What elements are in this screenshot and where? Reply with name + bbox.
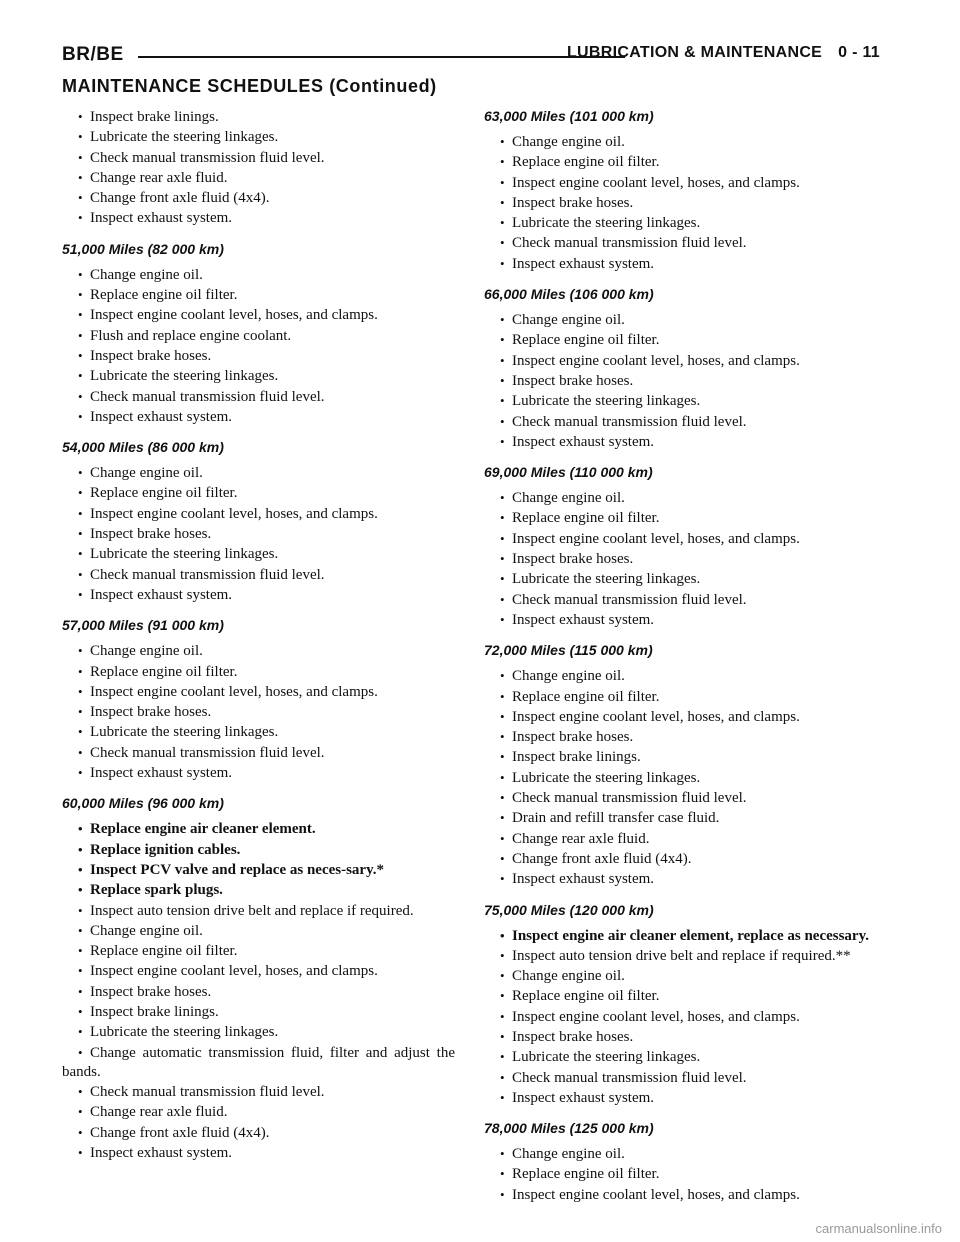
bullet-icon: • (78, 1084, 83, 1100)
list-item-text: Check manual transmission fluid level. (512, 790, 747, 807)
list-item-text: Inspect brake hoses. (90, 983, 212, 1000)
bullet-icon: • (500, 1028, 505, 1044)
bullet-icon: • (500, 749, 505, 765)
bullet-icon: • (500, 154, 505, 170)
list-item (62, 148, 455, 168)
list-item (484, 432, 878, 452)
bullet-icon: • (500, 1166, 505, 1182)
bullet-icon: • (500, 1008, 505, 1024)
list-item (484, 1047, 878, 1067)
bullet-icon: • (500, 393, 505, 409)
list-item-text: Check manual transmission fluid level. (90, 744, 325, 761)
list-item (484, 768, 878, 788)
list-item-text: Inspect exhaust system. (90, 586, 233, 603)
bullet-icon: • (500, 571, 505, 587)
list-item (62, 860, 455, 880)
list-item-text: Replace engine oil filter. (512, 332, 660, 349)
list-item (62, 1102, 455, 1122)
list-item-text: Lubricate the steering linkages. (90, 724, 279, 741)
bullet-icon: • (500, 668, 505, 684)
list-item-text: Lubricate the steering linkages. (90, 1024, 279, 1041)
bullet-icon: • (500, 708, 505, 724)
page-number: 0 - 11 (838, 44, 880, 61)
list-item-text: Inspect brake hoses. (512, 729, 634, 746)
list-item-text: Inspect engine coolant level, hoses, and clamps. (512, 1186, 800, 1203)
list-item (62, 168, 455, 188)
list-item (484, 727, 878, 747)
bullet-icon: • (78, 643, 83, 659)
list-item-text: Replace ignition cables. (90, 841, 241, 858)
list-item (484, 1068, 878, 1088)
bullet-icon: • (500, 174, 505, 190)
bullet-icon: • (78, 465, 83, 481)
list-item (484, 966, 878, 986)
list-item-text: Replace engine oil filter. (512, 510, 660, 527)
list-item (62, 1043, 455, 1083)
list-item (62, 682, 455, 702)
schedule-heading-60000: 60,000 Miles (96 000 km) (62, 795, 224, 812)
bullet-icon: • (500, 871, 505, 887)
left-column (62, 107, 455, 1163)
bullet-icon: • (78, 190, 83, 206)
list-item-text: Lubricate the steering linkages. (512, 769, 701, 786)
list-item-text: Check manual transmission fluid level. (90, 388, 325, 405)
bullet-icon: • (78, 149, 83, 165)
bullet-icon: • (78, 266, 83, 282)
list-item-text: Inspect brake hoses. (512, 194, 634, 211)
list-item-text: Inspect exhaust system. (512, 433, 655, 450)
list-item-text: Change front axle fluid (4x4). (90, 1124, 270, 1141)
list-item (62, 722, 455, 742)
bullet-icon: • (78, 922, 83, 938)
bullet-icon: • (500, 551, 505, 567)
bullet-icon: • (500, 927, 505, 943)
list-item (62, 463, 455, 483)
list-item (484, 132, 878, 152)
list-item-text: Change engine oil. (512, 968, 625, 985)
schedule-heading-78000: 78,000 Miles (125 000 km) (484, 1120, 654, 1137)
bullet-icon: • (78, 368, 83, 384)
list-item (62, 127, 455, 147)
bullet-icon: • (500, 729, 505, 745)
bullet-icon: • (78, 1124, 83, 1140)
bullet-icon: • (500, 134, 505, 149)
bullet-icon: • (78, 210, 83, 226)
list-item (62, 407, 455, 427)
list-item-text: Check manual transmission fluid level. (512, 591, 747, 608)
list-item (62, 662, 455, 682)
list-item (484, 529, 878, 549)
list-item (484, 254, 878, 274)
list-item-text: Inspect engine coolant level, hoses, and clamps. (90, 963, 378, 980)
bullet-icon: • (78, 1104, 83, 1120)
bullet-icon: • (78, 287, 83, 303)
bullet-icon: • (78, 744, 83, 760)
bullet-icon: • (500, 332, 505, 348)
list-item (62, 743, 455, 763)
schedule-list-69000 (484, 488, 878, 630)
chapter-name: LUBRICATION & MAINTENANCE (566, 44, 823, 61)
list-item (484, 986, 878, 1006)
list-item-text: Change front axle fluid (4x4). (512, 850, 692, 867)
bullet-icon: • (78, 704, 83, 720)
list-item-text: Lubricate the steering linkages. (90, 368, 279, 385)
list-item-text: Flush and replace engine coolant. (90, 327, 292, 344)
list-item (62, 305, 455, 325)
list-item (484, 310, 878, 330)
list-item-text: Inspect brake hoses. (90, 704, 212, 721)
bullet-icon: • (500, 611, 505, 627)
list-item (484, 1007, 878, 1027)
list-item (484, 1027, 878, 1047)
list-item-text: Check manual transmission fluid level. (512, 1069, 747, 1086)
list-item (484, 569, 878, 589)
list-item-text: Drain and refill transfer case fluid. (512, 810, 720, 827)
list-item (484, 193, 878, 213)
list-item (62, 387, 455, 407)
list-item (484, 707, 878, 727)
bullet-icon: • (500, 1146, 505, 1162)
right-column (484, 107, 878, 1205)
list-item (62, 366, 455, 386)
list-item (62, 1082, 455, 1102)
page-header (62, 44, 880, 70)
list-item (62, 901, 455, 921)
schedule-list-78000 (484, 1144, 878, 1205)
list-item (62, 265, 455, 285)
bullet-icon: • (78, 546, 83, 562)
bullet-icon: • (78, 169, 83, 185)
list-item-text: Lubricate the steering linkages. (512, 393, 701, 410)
schedule-bold-list-60000 (62, 819, 455, 900)
list-item (62, 504, 455, 524)
list-item-text: Inspect brake hoses. (90, 526, 212, 543)
list-item-text: Inspect exhaust system. (90, 408, 233, 425)
list-item-text: Inspect exhaust system. (512, 255, 655, 272)
schedule-list-66000 (484, 310, 878, 452)
list-item-text: Inspect engine coolant level, hoses, and clamps. (512, 174, 800, 191)
list-item-text: Replace engine oil filter. (512, 988, 660, 1005)
list-item (484, 747, 878, 767)
bullet-icon: • (78, 821, 83, 837)
schedule-list-60000 (62, 901, 455, 1164)
list-item-text: Inspect PCV valve and replace as neces-sary.* (90, 861, 385, 878)
bullet-icon: • (500, 790, 505, 806)
section-title: MAINTENANCE SCHEDULES (Continued) (62, 76, 437, 96)
schedule-heading-75000: 75,000 Miles (120 000 km) (484, 901, 654, 918)
list-item-text: Lubricate the steering linkages. (512, 1049, 701, 1066)
list-item (484, 808, 878, 828)
list-item (484, 687, 878, 707)
list-item (62, 208, 455, 228)
bullet-icon: • (500, 433, 505, 449)
list-item (62, 524, 455, 544)
bullet-icon: • (500, 830, 505, 846)
list-item (62, 188, 455, 208)
list-item-text: Change rear axle fluid. (90, 1104, 228, 1121)
list-item (484, 926, 878, 946)
list-item (62, 702, 455, 722)
list-item-text: Change engine oil. (90, 465, 203, 482)
list-item (484, 610, 878, 630)
list-item (62, 961, 455, 981)
bullet-icon: • (500, 850, 505, 866)
list-item (62, 346, 455, 366)
bullet-icon: • (78, 1044, 83, 1060)
list-item-text: Check manual transmission fluid level. (512, 413, 747, 430)
bullet-icon: • (78, 347, 83, 363)
list-item (62, 982, 455, 1002)
list-item-text: Inspect exhaust system. (90, 210, 233, 227)
list-item (484, 788, 878, 808)
list-item (62, 1123, 455, 1143)
schedule-list-75000 (484, 946, 878, 1108)
bullet-icon: • (500, 1186, 505, 1202)
bullet-icon: • (78, 683, 83, 699)
list-item-text: Change engine oil. (512, 1146, 625, 1163)
list-item (484, 330, 878, 350)
list-item-text: Change engine oil. (90, 266, 203, 283)
list-item-text: Inspect exhaust system. (90, 765, 233, 782)
list-item (62, 483, 455, 503)
list-item (62, 1002, 455, 1022)
list-item (62, 107, 455, 127)
bullet-icon: • (500, 769, 505, 785)
list-item-text: Replace engine oil filter. (512, 1166, 660, 1183)
bullet-icon: • (78, 983, 83, 999)
list-item-text: Replace engine air cleaner element. (90, 821, 316, 838)
bullet-icon: • (500, 194, 505, 210)
list-item-text: Replace engine oil filter. (90, 663, 238, 680)
bullet-icon: • (500, 1089, 505, 1105)
bullet-icon: • (78, 566, 83, 582)
list-item-text: Change front axle fluid (4x4). (90, 190, 270, 207)
bullet-icon: • (78, 861, 83, 877)
bullet-icon: • (500, 688, 505, 704)
list-item (484, 371, 878, 391)
list-item-text: Check manual transmission fluid level. (90, 149, 325, 166)
bullet-icon: • (500, 591, 505, 607)
list-item-text: Inspect engine coolant level, hoses, and clamps. (90, 505, 378, 522)
list-item-text: Change engine oil. (512, 490, 625, 507)
list-item-text: Inspect auto tension drive belt and replace if required. (90, 902, 414, 919)
bullet-icon: • (500, 352, 505, 368)
list-item-text: Replace engine oil filter. (90, 287, 238, 304)
list-item (484, 1164, 878, 1184)
bullet-icon: • (78, 1145, 83, 1161)
list-item (484, 233, 878, 253)
schedule-heading-51000: 51,000 Miles (82 000 km) (62, 240, 224, 257)
bullet-icon: • (78, 663, 83, 679)
list-item-text: Inspect engine coolant level, hoses, and clamps. (512, 1008, 800, 1025)
header-rule (138, 56, 625, 58)
list-item (62, 840, 455, 860)
bullet-icon: • (500, 490, 505, 506)
list-item (62, 585, 455, 605)
watermark: carmanualsonline.info (815, 1221, 942, 1236)
list-item (484, 488, 878, 508)
list-item-text: Inspect engine coolant level, hoses, and clamps. (512, 352, 800, 369)
list-item-text: Check manual transmission fluid level. (90, 1084, 325, 1101)
list-item-text: Change automatic transmission fluid, filter and adjust the bands. (62, 1044, 455, 1080)
bullet-icon: • (78, 327, 83, 343)
list-item (484, 829, 878, 849)
list-item-text: Inspect brake linings. (90, 1003, 219, 1020)
list-item-text: Change rear axle fluid. (512, 830, 650, 847)
schedule-list-63000 (484, 132, 878, 274)
list-item (62, 921, 455, 941)
list-item (484, 590, 878, 610)
list-item (484, 666, 878, 686)
list-item (484, 391, 878, 411)
list-item (484, 412, 878, 432)
bullet-icon: • (78, 1024, 83, 1040)
list-item-text: Inspect exhaust system. (512, 871, 655, 888)
schedule-heading-57000: 57,000 Miles (91 000 km) (62, 617, 224, 634)
list-item (484, 849, 878, 869)
list-item-text: Inspect engine coolant level, hoses, and clamps. (90, 683, 378, 700)
list-item-text: Inspect brake hoses. (512, 551, 634, 568)
list-item (484, 351, 878, 371)
bullet-icon: • (78, 963, 83, 979)
list-item-text: Inspect engine coolant level, hoses, and clamps. (512, 530, 800, 547)
list-item-text: Change engine oil. (90, 643, 203, 660)
bullet-icon: • (500, 510, 505, 526)
list-item-text: Lubricate the steering linkages. (512, 215, 701, 232)
list-item-text: Change rear axle fluid. (90, 169, 228, 186)
list-item (62, 763, 455, 783)
list-item (62, 941, 455, 961)
list-item (62, 285, 455, 305)
list-item-text: Inspect brake linings. (512, 749, 641, 766)
list-item-text: Lubricate the steering linkages. (90, 129, 279, 146)
schedule-heading-72000: 72,000 Miles (115 000 km) (484, 642, 653, 659)
list-item-text: Replace engine oil filter. (90, 943, 238, 960)
list-item-text: Inspect engine coolant level, hoses, and clamps. (512, 708, 800, 725)
list-item (62, 1143, 455, 1163)
bullet-icon: • (78, 586, 83, 602)
schedule-bold-list-75000 (484, 926, 878, 946)
chapter-title (567, 44, 880, 62)
list-item-text: Inspect engine air cleaner element, replace as necessary. (512, 927, 870, 944)
list-item-text: Inspect engine coolant level, hoses, and clamps. (90, 307, 378, 324)
list-item (484, 213, 878, 233)
bullet-icon: • (78, 724, 83, 740)
list-item-text: Replace engine oil filter. (512, 154, 660, 171)
list-item-text: Inspect exhaust system. (90, 1145, 233, 1162)
list-item (484, 1088, 878, 1108)
list-item-text: Change engine oil. (512, 312, 625, 329)
list-item-text: Inspect exhaust system. (512, 611, 655, 628)
schedule-list-57000 (62, 641, 455, 783)
bullet-icon: • (500, 413, 505, 429)
bullet-icon: • (78, 129, 83, 145)
bullet-icon: • (78, 943, 83, 959)
schedule-list-72000 (484, 666, 878, 889)
bullet-icon: • (500, 530, 505, 546)
intro-list (62, 107, 455, 229)
bullet-icon: • (78, 1003, 83, 1019)
list-item (62, 1022, 455, 1042)
list-item-text: Check manual transmission fluid level. (512, 235, 747, 252)
list-item (62, 880, 455, 900)
bullet-icon: • (78, 408, 83, 424)
schedule-heading-63000: 63,000 Miles (101 000 km) (484, 108, 654, 124)
list-item-text: Inspect exhaust system. (512, 1089, 655, 1106)
list-item-text: Change engine oil. (512, 668, 625, 685)
bullet-icon: • (500, 235, 505, 251)
list-item-text: Inspect brake linings. (90, 109, 219, 125)
list-item-text: Lubricate the steering linkages. (90, 546, 279, 563)
list-item (484, 869, 878, 889)
bullet-icon: • (78, 882, 83, 898)
list-item-text: Replace spark plugs. (90, 882, 223, 899)
list-item (484, 173, 878, 193)
list-item (484, 508, 878, 528)
list-item-text: Inspect brake hoses. (90, 347, 212, 364)
list-item (62, 326, 455, 346)
list-item-text: Change engine oil. (512, 134, 625, 150)
schedule-heading-69000: 69,000 Miles (110 000 km) (484, 464, 653, 481)
list-item (484, 946, 878, 966)
bullet-icon: • (78, 765, 83, 781)
list-item (484, 1185, 878, 1205)
bullet-icon: • (500, 1049, 505, 1065)
list-item-text: Replace engine oil filter. (90, 485, 238, 502)
list-item (62, 819, 455, 839)
bullet-icon: • (78, 902, 83, 918)
bullet-icon: • (78, 307, 83, 323)
schedule-heading-66000: 66,000 Miles (106 000 km) (484, 286, 654, 303)
bullet-icon: • (500, 1069, 505, 1085)
bullet-icon: • (500, 255, 505, 271)
list-item (62, 641, 455, 661)
schedule-heading-54000: 54,000 Miles (86 000 km) (62, 439, 224, 456)
schedule-list-51000 (62, 265, 455, 427)
list-item-text: Check manual transmission fluid level. (90, 566, 325, 583)
bullet-icon: • (500, 215, 505, 231)
bullet-icon: • (500, 312, 505, 328)
list-item-text: Inspect brake hoses. (512, 372, 634, 389)
model-code: BR/BE (62, 44, 124, 65)
bullet-icon: • (500, 968, 505, 984)
bullet-icon: • (78, 526, 83, 542)
bullet-icon: • (500, 988, 505, 1004)
list-item-text: Change engine oil. (90, 922, 203, 939)
bullet-icon: • (500, 372, 505, 388)
list-item-text: Replace engine oil filter. (512, 688, 660, 705)
bullet-icon: • (500, 810, 505, 826)
bullet-icon: • (78, 388, 83, 404)
list-item (62, 565, 455, 585)
list-item-text: Lubricate the steering linkages. (512, 571, 701, 588)
list-item-text: Inspect brake hoses. (512, 1028, 634, 1045)
schedule-list-54000 (62, 463, 455, 605)
list-item (484, 1144, 878, 1164)
bullet-icon: • (78, 485, 83, 501)
bullet-icon: • (500, 947, 505, 963)
list-item (484, 152, 878, 172)
bullet-icon: • (78, 109, 83, 124)
bullet-icon: • (78, 505, 83, 521)
list-item (62, 544, 455, 564)
bullet-icon: • (78, 841, 83, 857)
list-item (484, 549, 878, 569)
list-item-text: Inspect auto tension drive belt and replace if required.** (512, 947, 851, 964)
